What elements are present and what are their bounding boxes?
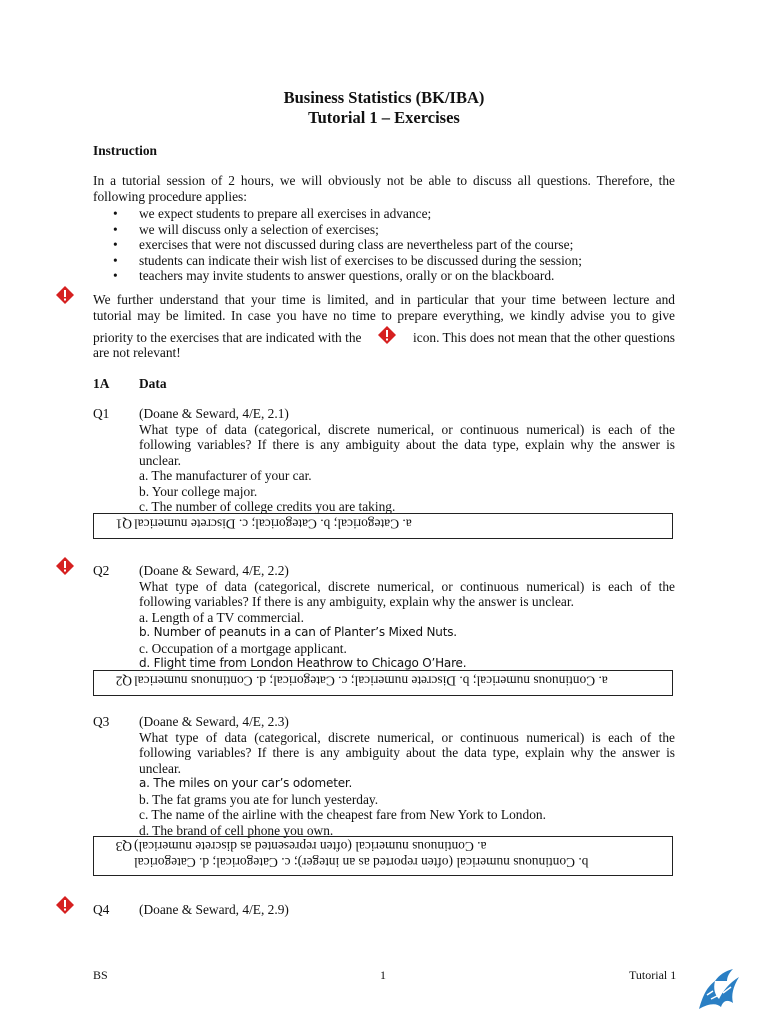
question-source: (Doane & Seward, 4/E, 2.2) [139,563,289,578]
section-number: 1A [93,376,110,391]
instruction-intro [93,173,675,204]
question-item: c. Occupation of a mortgage applicant. [139,640,347,656]
priority-warning-icon [55,556,75,576]
list-item: • exercises that were not discussed during class are nevertheless part of the course; [113,237,582,253]
answer-text-row [115,839,626,855]
footer-left: BS [93,968,108,982]
list-item: • teachers may invite students to answer questions, orally or on the blackboard. [113,268,582,284]
question-label: Q3 [93,714,110,729]
footer-right: Tutorial 1 [629,968,677,982]
list-item: • we expect students to prepare all exercises in advance; [113,206,582,222]
inline-warning-icon [377,325,397,345]
priority-note [93,292,675,361]
question-source: (Doane & Seward, 4/E, 2.1) [139,406,289,421]
question-text: unclear. [139,452,182,468]
page-number: 1 [380,968,386,982]
question-item: c. The name of the airline with the cheapest fare from New York to London. [139,807,546,822]
list-item: • we will discuss only a selection of exercises; [113,222,582,238]
question-label: Q4 [93,902,110,917]
list-item: • students can indicate their wish list of exercises to be discussed during the session; [113,253,582,269]
question-item: d. Flight time from London Heathrow to Chicago O’Hare. [139,656,467,670]
procedure-list [113,206,582,284]
question-body [139,406,675,515]
instruction-heading: Instruction [93,143,157,158]
question-text: following variables? If there is any ambiguity about the data type, explain why the answer is [139,745,675,760]
question-item: a. Length of a TV commercial. [139,609,304,625]
answer-flipped [115,839,626,870]
answer-text: b. Continuous numerical (often reported as an integer); c. Categorical; d. Categorical [134,855,589,870]
answer-text: a. Categorical; b. Categorical; c. Discrete numerical [134,516,412,532]
question-body [139,563,675,672]
answer-text: a. Continuous numerical; b. Discrete numerical; c. Categorical; d. Continuous numerical [134,673,608,689]
priority-warning-icon [55,895,75,915]
question-text: What type of data (categorical, discrete numerical, or continuous numerical) is each of the [139,421,675,437]
answer-label: Q1 [115,516,132,532]
priority-text: priority to the exercises that are indicated with the [93,329,362,345]
answer-label: Q2 [115,673,132,689]
answer-box [93,836,673,876]
question-item: b. Your college major. [139,483,258,499]
document-title: Business Statistics (BK/IBA) [283,88,485,107]
question-source: (Doane & Seward, 4/E, 2.9) [139,902,289,917]
question-text: What type of data (categorical, discrete numerical, or continuous numerical) is each of the [139,729,675,745]
question-text: unclear. [139,760,182,776]
priority-line: are not relevant! [93,345,181,360]
answer-flipped [115,516,626,532]
university-logo [693,965,743,1013]
question-item: b. The fat grams you ate for lunch yesterday. [139,791,379,807]
section-title: Data [139,376,167,391]
priority-warning-icon [55,285,75,305]
answer-box [93,513,673,539]
answer-text: a. Continuous numerical (often represented as discrete numerical) [134,839,487,855]
question-item: b. Number of peanuts in a can of Planter’s Mixed Nuts. [139,625,457,639]
question-item: a. The miles on your car’s odometer. [139,776,353,790]
question-item: c. The number of college credits you are taking. [139,499,396,514]
question-source: (Doane & Seward, 4/E, 2.3) [139,714,289,729]
priority-line [93,325,675,345]
priority-line: tutorial may be limited. In case you have no time to prepare everything, we kindly advise you to give [93,307,675,323]
question-text: What type of data (categorical, discrete numerical, or continuous numerical) is each of the [139,578,675,594]
question-label: Q2 [93,563,110,578]
answer-box [93,670,673,696]
question-label: Q1 [93,406,110,421]
answer-label: Q3 [115,839,132,855]
question-body [139,714,675,838]
intro-line: following procedure applies: [93,188,247,204]
document-subtitle: Tutorial 1 – Exercises [308,108,460,127]
priority-text: icon. This does not mean that the other questions [413,329,675,345]
question-text: following variables? If there is any ambiguity about the data type, explain why the answer is [139,437,675,452]
answer-flipped [115,673,626,689]
priority-line: We further understand that your time is limited, and in particular that your time between lecture and [93,292,675,307]
question-item: a. The manufacturer of your car. [139,468,312,483]
question-text: following variables? If there is any ambiguity, explain why the answer is unclear. [139,594,574,609]
question-item: d. The brand of cell phone you own. [139,822,334,838]
intro-line: In a tutorial session of 2 hours, we will obviously not be able to discuss all questions. Therefore, the [93,173,675,188]
